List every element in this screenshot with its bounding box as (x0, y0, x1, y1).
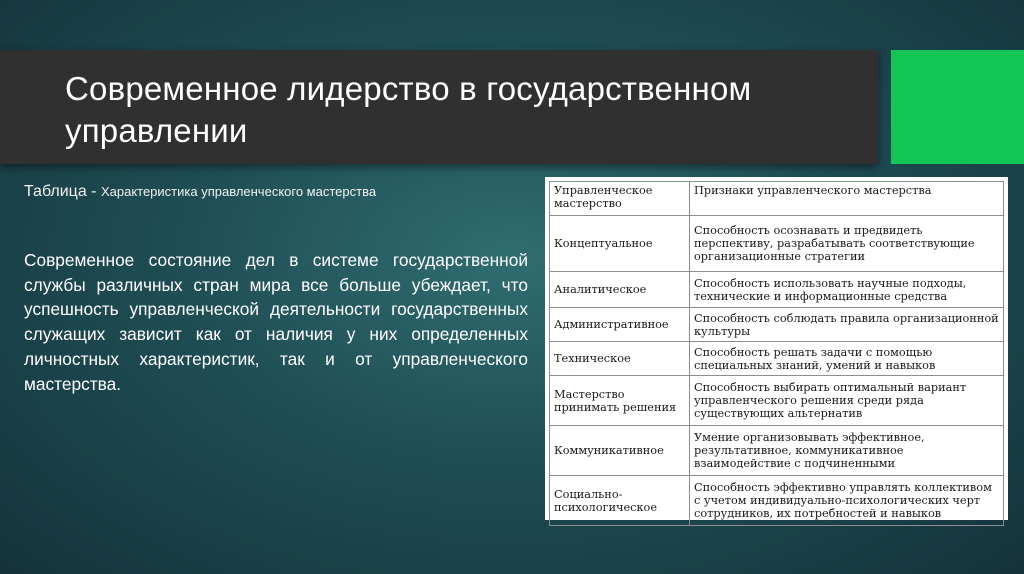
table-caption (24, 180, 524, 204)
table-row (550, 426, 1004, 476)
accent-block (891, 50, 1024, 164)
slide-title: Современное лидерство в государственном управлении (65, 70, 752, 149)
row-signs-cell: Способность осознавать и предвидеть перспективу, разрабатывать соответствующие организационные стратегии (690, 216, 1004, 272)
row-type-cell: Социально-психологическое (550, 476, 690, 526)
table-row (550, 376, 1004, 426)
row-type-cell: Мастерство принимать решения (550, 376, 690, 426)
row-signs-cell: Способность использовать научные подходы, технические и информационные средства (690, 272, 1004, 308)
table-row (550, 476, 1004, 526)
row-type-cell: Концептуальное (550, 216, 690, 272)
table-header-row (550, 182, 1004, 216)
row-signs-cell: Способность соблюдать правила организационной культуры (690, 308, 1004, 342)
title-bar (0, 50, 878, 164)
row-signs-cell: Способность эффективно управлять коллективом с учетом индивидуально-психологических черт сотрудников, их потребностей и навыков (690, 476, 1004, 526)
row-signs-cell: Способность выбирать оптимальный вариант управленческого решения среди ряда существующих альтернатив (690, 376, 1004, 426)
table-row (550, 216, 1004, 272)
header-cell-type: Управленческое мастерство (550, 182, 690, 216)
table-row (550, 308, 1004, 342)
caption-text: Характеристика управленческого мастерства (100, 184, 377, 199)
body-paragraph: Современное состояние дел в системе государственной службы различных стран мира все больше убеждает, что успешность управленческой деятельности государственных служащих зависит как от наличия у них определенных личностных характеристик, так и от управленческого мастерства. (24, 250, 528, 394)
mastery-table (545, 177, 1008, 520)
row-signs-cell: Умение организовывать эффективное, результативное, коммуникативное взаимодействие с подчиненными (690, 426, 1004, 476)
header-cell-signs: Признаки управленческого мастерства (690, 182, 1004, 216)
row-type-cell: Аналитическое (550, 272, 690, 308)
table-row (550, 272, 1004, 308)
caption-lead: Таблица - (24, 183, 101, 200)
table-row (550, 342, 1004, 376)
row-type-cell: Административное (550, 308, 690, 342)
row-signs-cell: Способность решать задачи с помощью специальных знаний, умений и навыков (690, 342, 1004, 376)
row-type-cell: Коммуникативное (550, 426, 690, 476)
row-type-cell: Техническое (550, 342, 690, 376)
